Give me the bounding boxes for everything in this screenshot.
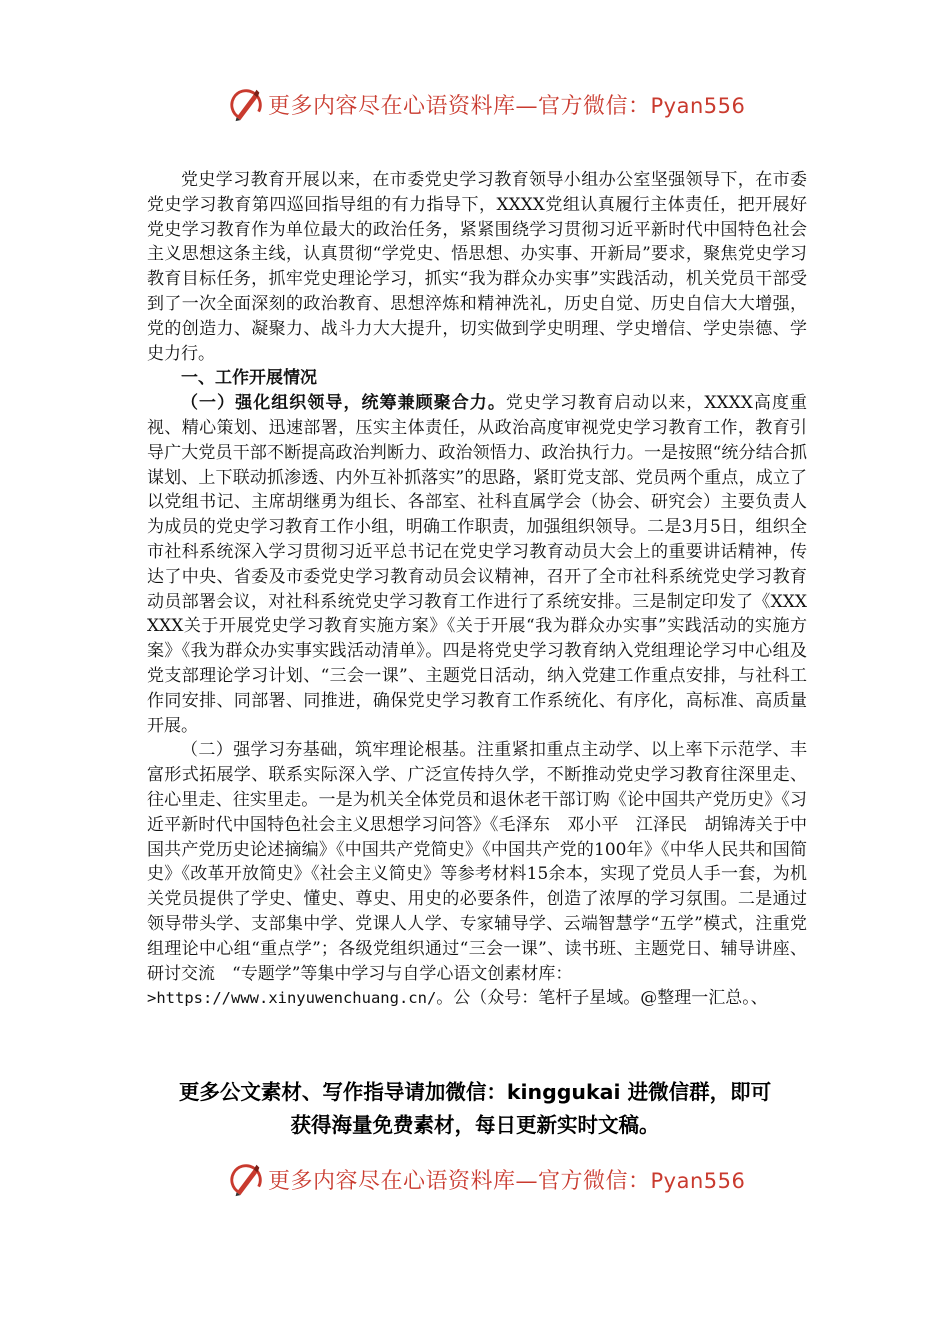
subsection-1-body: 党史学习教育启动以来，XXXX高度重视、精心策划、迅速部署，压实主体责任，从政治高度审视党史学习教育工作，教育引导广大党员干部不断提高政治判断力、政治领悟力、政治执行力。一是按照“统分结合抓谋划、上下联动抓渗透、内外互补抓落实”的思路，紧盯党支部、党员两个重点，成立了以党组书记、主席胡继勇为组长、各部室、社科直属学会（协会、研究会）主要负责人为成员的党史学习教育工作小组，明确工作职责，加强组织领导。二是3月5日，组织全市社科系统深入学习贯彻习近平总书记在党史学习教育动员大会上的重要讲话精神，传达了中央、省委及市委党史学习教育动员会议精神，召开了全市社科系统党史学习教育动员部署会议，对社科系统党史学习教育工作进行了系统安排。三是制定印发了《XXXXXX关于开展党史学习教育实施方案》《关于开展“我为群众办实事”实践活动的实施方案》《我为群众办实事实践活动清单》。四是将党史学习教育纳入党组理论学习中心组及党支部理论学习计划、“三会一课”、主题党日活动，纳入党建工作重点安排，与社科工作同安排、同部署、同推进，确保党史学习教育工作系统化、有序化，高标准、高质量开展。 <box>147 393 807 736</box>
promo-block <box>100 1076 850 1142</box>
source-line <box>147 986 807 1011</box>
banner-label: 更多内容尽在心语资料库—官方微信： <box>268 93 651 119</box>
intro-paragraph: 党史学习教育开展以来，在市委党史学习教育领导小组办公室坚强领导下，在市委党史学习教育第四巡回指导组的有力指导下，XXXX党组认真履行主体责任，把开展好党史学习教育作为单位最大的政治任务，紧紧围绕学习贯彻习近平新时代中国特色社会主义思想这条主线，认真贯彻“学党史、悟思想、办实事、开新局”要求，聚焦党史学习教育目标任务，抓牢党史理论学习，抓实“我为群众办实事”实践活动，机关党员干部受到了一次全面深刻的政治教育、思想淬炼和精神洗礼，历史自觉、历史自信大大增强，党的创造力、凝聚力、战斗力大大提升，切实做到学史明理、学史增信、学史崇德、学史力行。 <box>147 170 807 364</box>
promo-line-1: 更多公文素材、写作指导请加微信：kinggukai 进微信群，即可 <box>178 1080 772 1104</box>
banner-label: 更多内容尽在心语资料库—官方微信： <box>268 1168 651 1194</box>
pen-logo-icon <box>228 1160 266 1198</box>
source-url: >https://www.xinyuwenchuang.cn/ <box>147 989 437 1008</box>
header-banner <box>0 80 950 128</box>
footer-banner <box>0 1155 950 1203</box>
promo-line-2: 获得海量免费素材，每日更新实时文稿。 <box>290 1113 660 1137</box>
subsection-2-paragraph: （二）强学习夯基础，筑牢理论根基。注重紧扣重点主动学、以上率下示范学、丰富形式拓展学、联系实际深入学、广泛宣传持久学，不断推动党史学习教育往深里走、往心里走、往实里走。一是为机关全体党员和退休老干部订购《论中国共产党历史》《习近平新时代中国特色社会主义思想学习问答》《毛泽东 邓小平 江泽民 胡锦涛关于中国共产党历史论述摘编》《中国共产党简史》《中国共产党的100年》《中华人民共和国简史》《改革开放简史》《社会主义简史》等参考材料15余本，实现了党员人手一套，为机关党员提供了学史、懂史、尊史、用史的必要条件，创造了浓厚的学习氛围。二是通过领导带头学、支部集中学、党课人人学、专家辅导学、云端智慧学“五学”模式，注重党组理论中心组“重点学”；各级党组织通过“三会一课”、读书班、主题党日、辅导讲座、研讨交流 “专题学”等集中学习与自学心语文创素材库： <box>147 740 807 984</box>
banner-text <box>268 1164 745 1195</box>
banner-text <box>268 89 745 120</box>
subsection-1-paragraph <box>147 391 807 738</box>
document-body <box>147 168 807 1011</box>
banner-wechat-id: Pyan556 <box>650 93 746 118</box>
source-suffix: 。公（众号：笔杆子星域。@整理一汇总。、 <box>436 988 768 1009</box>
section-heading: 一、工作开展情况 <box>181 368 317 389</box>
banner-wechat-id: Pyan556 <box>650 1168 746 1193</box>
pen-logo-icon <box>228 85 266 123</box>
subsection-1-lead: （一）强化组织领导，统筹兼顾聚合力。 <box>181 393 506 414</box>
